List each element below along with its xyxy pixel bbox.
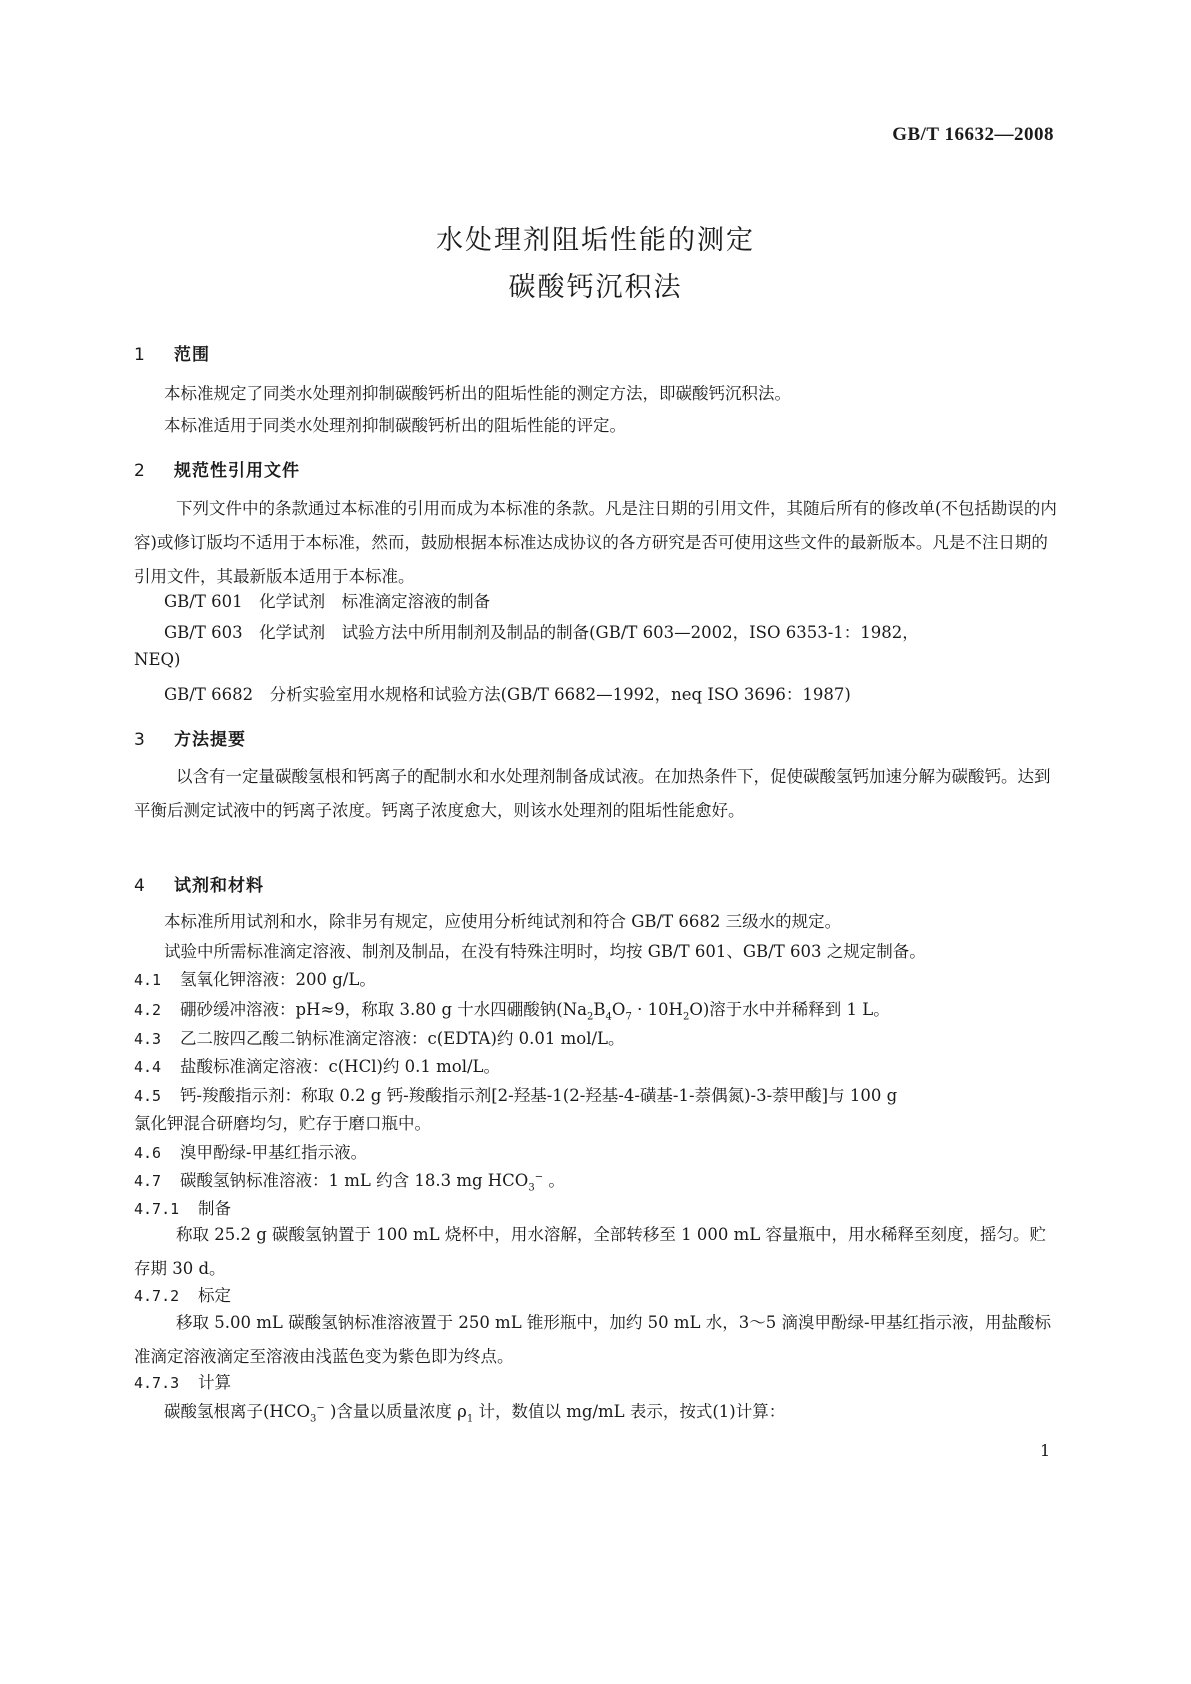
reference-gbt6682: GB/T 6682 分析实验室用水规格和试验方法(GB/T 6682—1992，neq ISO 3696：1987) [164, 685, 851, 704]
item-number: 4.5 [134, 1087, 162, 1105]
item-text: 氢氧化钾溶液：200 g/L。 [180, 970, 376, 989]
section-2-heading [134, 456, 300, 481]
section-number: 3 [134, 730, 146, 750]
item-number: 4.7.3 [134, 1374, 180, 1392]
section-title: 规范性引用文件 [174, 461, 300, 481]
item-number: 4.3 [134, 1030, 162, 1048]
item-heading: 计算 [198, 1373, 231, 1392]
reference-gbt601: GB/T 601 化学试剂 标准滴定溶液的制备 [164, 592, 491, 611]
sec3-paragraph-1: 以含有一定量碳酸氢根和钙离子的配制水和水处理剂制备成试液。在加热条件下，促使碳酸氢钙加速分解为碳酸钙。达到平衡后测定试液中的钙离子浓度。钙离子浓度愈大，则该水处理剂的阻垢性能愈好。 [134, 767, 1051, 820]
item-4-3 [134, 1025, 625, 1049]
item-4-5 [134, 1082, 897, 1106]
sec4-paragraph-2: 试验中所需标准滴定溶液、制剂及制品，在没有特殊注明时，均按 GB/T 601、GB/T 603 之规定制备。 [164, 942, 926, 961]
item-4-4 [134, 1053, 500, 1077]
item-number: 4.7 [134, 1172, 162, 1190]
subsection-4-7-2 [134, 1282, 231, 1306]
item-4-2 [134, 996, 890, 1022]
subsection-4-7-3 [134, 1369, 231, 1393]
title-line-2: 碳酸钙沉积法 [508, 272, 683, 303]
title-line-1: 水处理剂阻垢性能的测定 [436, 225, 755, 256]
section-title: 范围 [174, 345, 210, 365]
item-text: 溴甲酚绿-甲基红指示液。 [180, 1143, 368, 1162]
item-text: 钙-羧酸指示剂：称取 0.2 g 钙-羧酸指示剂[2-羟基-1(2-羟基-4-磺基-1-萘偶氮)-3-萘甲酸]与 100 g [180, 1086, 898, 1105]
section-1-heading [134, 340, 210, 365]
item-text: 硼砂缓冲溶液：pH≈9，称取 3.80 g 十水四硼酸钠$(Na_2B_4O_7 \cdot 10H_2O)$溶于水中并稀释到 1 L。 [180, 1000, 890, 1023]
item-number: 4.4 [134, 1058, 162, 1076]
item-number: 4.2 [134, 1001, 162, 1019]
section-number: 2 [134, 461, 146, 481]
reference-gbt603-cont: NEQ) [134, 650, 181, 669]
item-number: 4.7.1 [134, 1200, 180, 1218]
subsection-4-7-2-text: 移取 5.00 mL 碳酸氢钠标准溶液置于 250 mL 锥形瓶中，加约 50 mL 水，3～5 滴溴甲酚绿-甲基红指示液，用盐酸标准滴定溶液滴定至溶液由浅蓝色变为紫色即为终点。 [134, 1313, 1052, 1366]
item-number: 4.6 [134, 1144, 162, 1162]
item-heading: 标定 [198, 1286, 231, 1305]
sec1-paragraph-2: 本标准适用于同类水处理剂抑制碳酸钙析出的阻垢性能的评定。 [164, 416, 626, 435]
section-title: 试剂和材料 [174, 876, 264, 896]
item-number: 4.7.2 [134, 1287, 180, 1305]
item-4-5-continuation: 氯化钾混合研磨均匀，贮存于磨口瓶中。 [134, 1114, 431, 1133]
item-text: 盐酸标准滴定溶液：c(HCl)约 0.1 mol/L。 [180, 1057, 501, 1076]
sec1-paragraph-1: 本标准规定了同类水处理剂抑制碳酸钙析出的阻垢性能的测定方法，即碳酸钙沉积法。 [164, 384, 791, 403]
item-4-1 [134, 966, 376, 990]
subsection-4-7-3-text: 碳酸氢根离子($HCO_3^-$ )含量以质量浓度 $\rho_1$ 计，数值以 mg/mL 表示，按式(1)计算： [164, 1402, 786, 1425]
section-title: 方法提要 [174, 730, 246, 750]
reference-gbt603: GB/T 603 化学试剂 试验方法中所用制剂及制品的制备(GB/T 603—2002，ISO 6353-1：1982， [164, 623, 919, 642]
item-text: 乙二胺四乙酸二钠标准滴定溶液：c(EDTA)约 0.01 mol/L。 [180, 1029, 625, 1048]
page-number: 1 [1040, 1441, 1051, 1460]
sec2-paragraph-1: 下列文件中的条款通过本标准的引用而成为本标准的条款。凡是注日期的引用文件，其随后所有的修改单(不包括勘误的内容)或修订版均不适用于本标准，然而，鼓励根据本标准达成协议的各方研究是否可使用这些文件的最新版本。凡是不注日期的引用文件，其最新版本适用于本标准。 [134, 499, 1057, 586]
standard-number: GB/T 16632—2008 [892, 124, 1054, 145]
sec4-paragraph-1: 本标准所用试剂和水，除非另有规定，应使用分析纯试剂和符合 GB/T 6682 三级水的规定。 [164, 912, 842, 931]
item-4-6 [134, 1139, 367, 1163]
section-4-heading [134, 871, 264, 896]
item-heading: 制备 [198, 1199, 231, 1218]
section-number: 1 [134, 345, 146, 365]
subsection-4-7-1 [134, 1195, 231, 1219]
item-4-7 [134, 1167, 565, 1193]
subsection-4-7-1-text: 称取 25.2 g 碳酸氢钠置于 100 mL 烧杯中，用水溶解，全部转移至 1 000 mL 容量瓶中，用水稀释至刻度，摇匀。贮存期 30 d。 [134, 1225, 1046, 1278]
item-number: 4.1 [134, 971, 162, 989]
item-text: 碳酸氢钠标准溶液：1 mL 约含 18.3 mg $HCO_3^-$ 。 [180, 1171, 565, 1194]
section-3-heading [134, 725, 246, 750]
section-number: 4 [134, 876, 146, 896]
